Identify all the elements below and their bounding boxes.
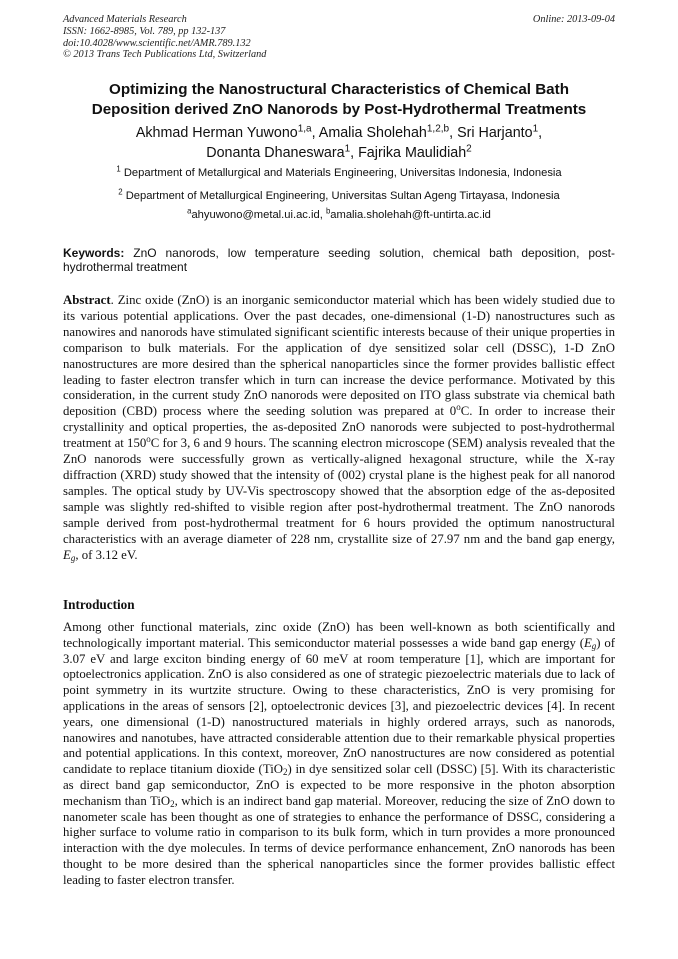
affiliation-sup: 2: [118, 187, 123, 197]
keywords-label: Keywords:: [63, 246, 125, 260]
email-sup: b: [325, 206, 331, 216]
band-gap-symbol: E: [63, 547, 71, 562]
abstract: [63, 293, 615, 563]
abstract-text: , of 3.12 eV.: [75, 547, 138, 562]
author-emails: $^a$ahyuwono@metal.ui.ac.id, $^b$amalia.sholehah@ft-untirta.ac.id: [187, 206, 491, 221]
author-affil-sup: 1,a: [297, 123, 312, 135]
author-list: Akhmad Herman Yuwono$^{1,a}$, Amalia Sholehah$^{1,2,b}$, Sri Harjanto$^1$, Donanta Dhaneswara$^1$, Fajrika Maulidiah$^2$: [135, 123, 543, 161]
intro-text: ) in dye sensitized solar cell (DSSC) [5]. With its characteristic as direct band gap semiconductor, ZnO is expected to be more responsive in the photon absorption mechanism than TiO: [63, 762, 615, 808]
author-affil-sup: 1: [344, 143, 351, 155]
doi-line: doi:10.4028/www.scientific.net/AMR.789.132: [63, 37, 251, 49]
tio2-subscript: 2: [283, 767, 288, 778]
intro-text: ) of 3.07 eV and large exciton binding energy of 60 meV at room temperature [1], which are important for optoelectronics application. ZnO is also considered as one of strategic piezoelectric materials due to lack of point symmetry in its wurtzite structure. Owing to these characteristics, ZnO is very promising for applications in the areas of sensors [2], optoelectronic devices [3], and piezoelectric devices [4]. In recent years, one dimensional (1-D) nanostructured materials in highly ordered arrays, such as nanorods, nanowires and nanotubes, have attracted considerable attention due to their remarkable physical properties and potential applications. In this context, moreover, ZnO nanostructures are now considered as potential candidate to replace titanium dioxide (TiO: [63, 635, 616, 777]
degree-sup: o: [456, 402, 461, 413]
degree-sup: o: [146, 434, 151, 445]
affiliation-sup: 1: [116, 164, 121, 174]
email-sup: a: [187, 206, 192, 216]
author-affil-sup: 1: [532, 123, 539, 135]
title-line-1: Optimizing the Nanostructural Characteristics of Chemical Bath: [109, 81, 569, 98]
affiliation-1: [30, 164, 648, 179]
author-name: Akhmad Herman Yuwono: [135, 125, 298, 141]
journal-name: Advanced Materials Research: [63, 14, 187, 25]
author-affil-sup: 2: [466, 143, 472, 155]
issn-line: ISSN: 1662-8985, Vol. 789, pp 132-137: [63, 25, 226, 37]
online-date: Online: 2013-09-04: [532, 14, 615, 25]
author-name: Sri Harjanto: [457, 125, 533, 141]
band-gap-subscript: g: [70, 552, 76, 563]
journal-header: [63, 14, 615, 61]
affiliation-text: Department of Metallurgical Engineering, Universitas Sultan Ageng Tirtayasa, Indonesia: [125, 190, 560, 202]
paper-title: [40, 80, 638, 120]
abstract-label: Abstract: [63, 293, 111, 307]
introduction-body: [63, 620, 615, 889]
band-gap-subscript: g: [591, 641, 597, 652]
keywords: [63, 246, 615, 274]
email-link[interactable]: ahyuwono@metal.ui.ac.id: [191, 209, 320, 221]
abstract-text: . Zinc oxide (ZnO) is an inorganic semiconductor material which has been widely studied due to its various potential applications. Over the past decades, one-dimensional (1-D) nanostructures such as nanowires and nanorods have stimulated significant scientific interests because of their unique properties in comparison to bulk materials. For the application of dye sensitized solar cell (DSSC), 1-D ZnO nanostructures are more desired than the spherical nanoparticles since the former provides ballistic effect leading to faster electron transfer which in turn can increase the device performance. Motivated by this consideration, in the current study ZnO nanorods were deposited on ITO glass substrate via chemical bath deposition (CBD) process where the seeding solution was prepared at 0: [63, 293, 615, 419]
abstract-text: C for 3, 6 and 9 hours. The scanning electron microscope (SEM) analysis revealed that the ZnO nanorods were successfully grown as vertically-aligned hexagonal structure, while the X-ray diffraction (XRD) study showed that the intensity of (002) crystal plane is the highest peak for all nanorod samples. The optical study by UV-Vis spectroscopy showed that the absorption edge of the as-deposited sample was slightly red-shifted to visible region after post-hydrothermal treatment. The ZnO nanorods sample derived from post-hydrothermal treatment for 6 hours provided the optimum nanostructural characteristics with an average diameter of 228 nm, crystallite size of 27.97 nm and the band gap energy,: [63, 436, 615, 546]
author-name: Fajrika Maulidiah: [358, 145, 467, 161]
keywords-text: ZnO nanorods, low temperature seeding solution, chemical bath deposition, post-hydrothermal treatment: [63, 246, 615, 274]
author-affil-sup: 1,2,b: [426, 123, 450, 135]
copyright-line: © 2013 Trans Tech Publications Ltd, Switzerland: [63, 49, 267, 61]
title-line-2: Deposition derived ZnO Nanorods by Post-Hydrothermal Treatments: [91, 101, 587, 118]
band-gap-symbol: E: [583, 635, 592, 650]
affiliation-text: Department of Metallurgical and Materials Engineering, Universitas Indonesia, Indonesia: [123, 167, 562, 179]
intro-text: , which is an indirect band gap material. Moreover, reducing the size of ZnO down to nanometer scale has been thought as one of strategies to enhance the performance of DSSC, considering a higher surface to volume ratio in comparison to its bulk form, which in turn provides a more pronounced interaction with the dye molecules. In terms of device performance enhancement, ZnO nanorods has been thought to be more desired than the spherical nanoparticles since the former provides ballistic effect leading to faster electron transfer.: [63, 793, 615, 887]
section-heading-introduction: Introduction: [63, 597, 135, 612]
author-name: Donanta Dhaneswara: [206, 145, 345, 161]
email-link[interactable]: amalia.sholehah@ft-untirta.ac.id: [330, 209, 491, 221]
abstract-text: C. In order to increase their crystallinity and optical properties, the as-deposited ZnO nanorods were subjected to post-hydrothermal treatment at 150: [63, 404, 615, 451]
intro-text: Among other functional materials, zinc oxide (ZnO) has been well-known as both scientifically and technologically important material. This semiconductor material possesses a wide band gap energy (: [63, 620, 615, 650]
tio2-subscript: 2: [170, 799, 175, 809]
author-name: Amalia Sholehah: [318, 125, 427, 141]
affiliation-2: [30, 187, 648, 202]
